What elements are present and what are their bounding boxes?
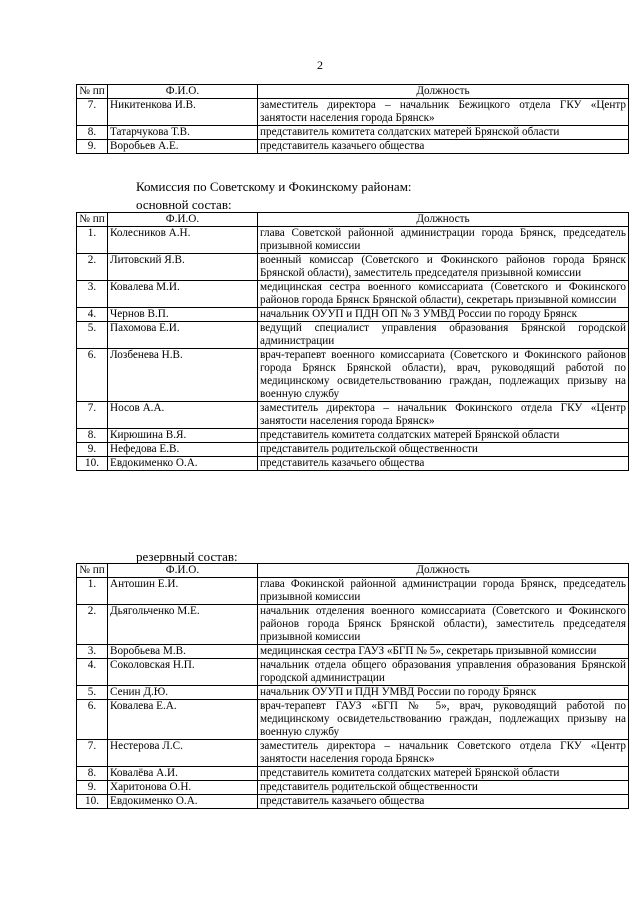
- member-name: Воробьева М.В.: [108, 645, 258, 659]
- member-position: врач-терапевт ГАУЗ «БГП № 5», врач, руководящий работой по медицинскому освидетельствованию граждан, подлежащих призыву на военную службу: [258, 700, 629, 740]
- row-number: 10.: [77, 795, 108, 809]
- table-row: [77, 140, 629, 154]
- table-row: [77, 126, 629, 140]
- member-position: представитель комитета солдатских матерей Брянской области: [258, 429, 629, 443]
- row-number: 10.: [77, 457, 108, 471]
- member-position: представитель родительской общественности: [258, 443, 629, 457]
- header-num: № пп: [77, 85, 108, 99]
- member-name: Евдокименко О.А.: [108, 795, 258, 809]
- table-row: [77, 443, 629, 457]
- member-name: Чернов В.П.: [108, 308, 258, 322]
- member-name: Носов А.А.: [108, 402, 258, 429]
- member-position: военный комиссар (Советского и Фокинского районов города Брянск Брянской области), заместитель председателя призывной комиссии: [258, 254, 629, 281]
- member-position: заместитель директора – начальник Фокинского отдела ГКУ «Центр занятости населения города Брянск»: [258, 402, 629, 429]
- member-name: Воробьев А.Е.: [108, 140, 258, 154]
- row-number: 6.: [77, 700, 108, 740]
- member-position: врач-терапевт военного комиссариата (Советского и Фокинского районов города Брянск Брянской области), врач, руководящий работой по медицинскому освидетельствованию граждан, подлежащих призыву на военную службу: [258, 349, 629, 402]
- table-row: [77, 99, 629, 126]
- members-table-main: [76, 212, 629, 471]
- member-name: Литовский Я.В.: [108, 254, 258, 281]
- table-row: [77, 767, 629, 781]
- table-header-row: [77, 85, 629, 99]
- member-name: Ковалева Е.А.: [108, 700, 258, 740]
- row-number: 2.: [77, 254, 108, 281]
- member-name: Харитонова О.Н.: [108, 781, 258, 795]
- member-name: Соколовская Н.П.: [108, 659, 258, 686]
- member-name: Лозбенева Н.В.: [108, 349, 258, 402]
- members-table-reserve: [76, 563, 629, 809]
- member-position: глава Советской районной администрации города Брянск, председатель призывной комиссии: [258, 227, 629, 254]
- header-num: № пп: [77, 564, 108, 578]
- member-name: Нефедова Е.В.: [108, 443, 258, 457]
- table-row: [77, 781, 629, 795]
- member-name: Дьягольченко М.Е.: [108, 605, 258, 645]
- table-row: [77, 429, 629, 443]
- member-name: Евдокименко О.А.: [108, 457, 258, 471]
- header-name: Ф.И.О.: [108, 85, 258, 99]
- table-row: [77, 254, 629, 281]
- member-name: Кирюшина В.Я.: [108, 429, 258, 443]
- member-position: начальник ОУУП и ПДН УМВД России по городу Брянск: [258, 686, 629, 700]
- row-number: 6.: [77, 349, 108, 402]
- member-name: Антошин Е.И.: [108, 578, 258, 605]
- row-number: 1.: [77, 578, 108, 605]
- header-name: Ф.И.О.: [108, 564, 258, 578]
- member-position: заместитель директора – начальник Советского отдела ГКУ «Центр занятости населения города Брянск»: [258, 740, 629, 767]
- member-name: Никитенкова И.В.: [108, 99, 258, 126]
- main-composition-label: основной состав:: [136, 197, 232, 212]
- table-row: [77, 795, 629, 809]
- row-number: 9.: [77, 443, 108, 457]
- header-num: № пп: [77, 213, 108, 227]
- row-number: 9.: [77, 781, 108, 795]
- row-number: 8.: [77, 429, 108, 443]
- row-number: 7.: [77, 402, 108, 429]
- table-row: [77, 686, 629, 700]
- member-position: медицинская сестра ГАУЗ «БГП № 5», секретарь призывной комиссии: [258, 645, 629, 659]
- member-name: Нестерова Л.С.: [108, 740, 258, 767]
- header-name: Ф.И.О.: [108, 213, 258, 227]
- table-row: [77, 402, 629, 429]
- table-row: [77, 308, 629, 322]
- member-position: начальник ОУУП и ПДН ОП № 3 УМВД России по городу Брянск: [258, 308, 629, 322]
- row-number: 4.: [77, 308, 108, 322]
- member-name: Сенин Д.Ю.: [108, 686, 258, 700]
- member-position: начальник отделения военного комиссариата (Советского и Фокинского районов города Брянск Брянской области), заместитель председателя призывной комиссии: [258, 605, 629, 645]
- member-name: Ковалёва А.И.: [108, 767, 258, 781]
- header-position: Должность: [258, 564, 629, 578]
- header-position: Должность: [258, 213, 629, 227]
- page-number: 2: [317, 58, 323, 72]
- table-header-row: [77, 564, 629, 578]
- member-position: представитель родительской общественности: [258, 781, 629, 795]
- table-row: [77, 605, 629, 645]
- table-row: [77, 578, 629, 605]
- row-number: 9.: [77, 140, 108, 154]
- row-number: 1.: [77, 227, 108, 254]
- table-row: [77, 740, 629, 767]
- row-number: 5.: [77, 686, 108, 700]
- row-number: 2.: [77, 605, 108, 645]
- row-number: 4.: [77, 659, 108, 686]
- table-row: [77, 281, 629, 308]
- reserve-composition-label: резервный состав:: [136, 549, 238, 564]
- member-name: Колесников А.Н.: [108, 227, 258, 254]
- member-name: Татарчукова Т.В.: [108, 126, 258, 140]
- row-number: 7.: [77, 740, 108, 767]
- row-number: 3.: [77, 281, 108, 308]
- members-table-1: [76, 84, 629, 154]
- member-name: Ковалева М.И.: [108, 281, 258, 308]
- table-row: [77, 659, 629, 686]
- table-row: [77, 349, 629, 402]
- table-row: [77, 457, 629, 471]
- table-row: [77, 227, 629, 254]
- commission-title: Комиссия по Советскому и Фокинскому районам:: [136, 179, 412, 194]
- member-position: заместитель директора – начальник Бежицкого отдела ГКУ «Центр занятости населения города Брянск»: [258, 99, 629, 126]
- table-row: [77, 322, 629, 349]
- row-number: 3.: [77, 645, 108, 659]
- member-position: представитель комитета солдатских матерей Брянской области: [258, 126, 629, 140]
- row-number: 5.: [77, 322, 108, 349]
- row-number: 7.: [77, 99, 108, 126]
- row-number: 8.: [77, 767, 108, 781]
- member-position: медицинская сестра военного комиссариата (Советского и Фокинского районов города Брянск Брянской области), секретарь призывной комиссии: [258, 281, 629, 308]
- member-position: начальник отдела общего образования управления образования Брянской городской администрации: [258, 659, 629, 686]
- member-position: представитель комитета солдатских матерей Брянской области: [258, 767, 629, 781]
- row-number: 8.: [77, 126, 108, 140]
- header-position: Должность: [258, 85, 629, 99]
- table-row: [77, 645, 629, 659]
- table-header-row: [77, 213, 629, 227]
- member-position: представитель казачьего общества: [258, 457, 629, 471]
- member-position: глава Фокинской районной администрации города Брянск, председатель призывной комиссии: [258, 578, 629, 605]
- member-position: представитель казачьего общества: [258, 140, 629, 154]
- member-position: ведущий специалист управления образования Брянской городской администрации: [258, 322, 629, 349]
- member-position: представитель казачьего общества: [258, 795, 629, 809]
- member-name: Пахомова Е.И.: [108, 322, 258, 349]
- table-row: [77, 700, 629, 740]
